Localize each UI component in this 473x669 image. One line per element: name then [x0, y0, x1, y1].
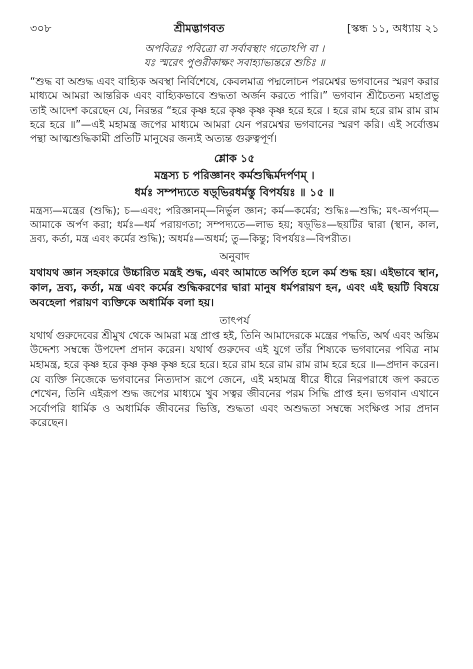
chapter-reference: [স্কন্ধ ১১, অধ্যায় ২১ [346, 22, 439, 35]
purport-title: তাৎপর্য [219, 314, 250, 327]
sloka-verse [30, 167, 439, 201]
word-meanings: মন্ত্রস্য—মন্ত্রের (শুদ্ধি); চ—এবং; পরিজ্ঞানম্—নির্ভুল জ্ঞান; কর্ম—কর্মের; শুদ্ধিঃ—শুদ্ধি; মৎ-অর্পণম্—আমাকে অর্পণ করা; ধর্মঃ—ধর্ম পরায়ণতা; সম্পদ্যতে—লাভ হয়; ষড়্‌ভিঃ—ছয়টির দ্বারা (স্থান, কাল, দ্রব্য, কর্তা, মন্ত্র এবং কর্মের শুদ্ধি); অধর্মঃ—অধর্ম; তু—কিন্তু; বিপর্যয়ঃ—বিপরীত। [30, 206, 439, 246]
intro-paragraph: “শুদ্ধ বা অশুদ্ধ এবং বাহ্যিক অবস্থা নির্বিশেষে, কেবলমাত্র পদ্মলোচন পরমেশ্বর ভগবানের স্মরণ করার মাধ্যমে আমরা আন্তরিক এবং বাহ্যিকভাবে শুদ্ধতা অর্জন করতে পারি।” ভগবান শ্রীচৈতন্য মহাপ্রভু তাই আদেশ করেছেন যে, নিরন্তর “হরে কৃষ্ণ হরে কৃষ্ণ কৃষ্ণ কৃষ্ণ হরে হরে । হরে রাম হরে রাম রাম রাম হরে হরে ॥”—এই মহামন্ত্র জপের মাধ্যমে আমরা যেন পরমেশ্বর ভগবানের স্মরণ করি। এই সর্বোত্তম পন্থা আত্মশুদ্ধিকামী প্রতিটি মানুষের জন্যই অত্যন্ত গুরুত্বপূর্ণ। [30, 76, 439, 146]
purport-text: যথার্থ গুরুদেবের শ্রীমুখ থেকে আমরা মন্ত্র প্রাপ্ত হই, তিনি আমাদেরকে মন্ত্রের পদ্ধতি, অর্থ এবং অন্তিম উদ্দেশ্য সম্বন্ধে উপদেশ প্রদান করেন। যথার্থ গুরুদেব এই যুগে তাঁর শিষ্যকে ভগবানের পবিত্র নাম মহামন্ত্র, হরে কৃষ্ণ হরে কৃষ্ণ কৃষ্ণ কৃষ্ণ হরে হরে। হরে রাম হরে রাম রাম রাম হরে হরে ॥—প্রদান করেন। যে ব্যক্তি নিজেকে ভগবানের নিত্যদাস রূপে জেনে, এই মহামন্ত্র ধীরে ধীরে নিরপরাধে জপ করতে শেখেন, তিনি এইরূপ শুদ্ধ জপের মাধ্যমে খুব সত্বর জীবনের পরম সিদ্ধি প্রাপ্ত হন। ভগবান এখানে সর্বোপরি ধার্মিক ও অধার্মিক জীবনের ভিত্তি, শুদ্ধতা এবং অশুদ্ধতা সম্বন্ধে সংক্ষিপ্ত সার প্রদান করেছেন। [30, 329, 439, 430]
verse-line-2: ধর্মঃ সম্পদ্যতে ষড়্‌ভিরধর্মস্তু বিপর্যয়ঃ ॥ ১৫ ॥ [134, 186, 335, 200]
quote-line-1: অপবিত্রঃ পবিত্রো বা সর্বাবস্থাং গতোঽপি বা । [144, 44, 325, 56]
translation-text: যথাযথ জ্ঞান সহকারে উচ্চারিত মন্ত্রই শুদ্ধ, এবং আমাতে অর্পিত হলে কর্ম শুদ্ধ হয়। এইভাবে স্থান, কাল, দ্রব্য, কর্তা, মন্ত্র এবং কর্মের শুদ্ধিকরণের দ্বারা মানুষ ধর্মপরায়ণ হন, এবং এই ছয়টি বিষয়ে অবহেলা পরায়ণ ব্যক্তিকে অধার্মিক বলা হয়। [30, 266, 439, 309]
verse-line-1: মন্ত্রস্য চ পরিজ্ঞানং কর্মশুদ্ধির্মদর্পণম্ । [154, 169, 315, 183]
sloka-title: শ্লোক ১৫ [214, 152, 255, 166]
sanskrit-quote [30, 43, 439, 71]
quote-line-2: যঃ স্মরেৎ পুণ্ডরীকাক্ষং সবাহ্যাভ্যন্তরে শুচিঃ ॥ [144, 58, 325, 70]
page-header [30, 22, 439, 36]
translation-title: অনুবাদ [219, 251, 250, 264]
book-title: শ্রীমদ্ভাগবত [173, 22, 225, 35]
page-number: ৩০৮ [30, 22, 52, 35]
